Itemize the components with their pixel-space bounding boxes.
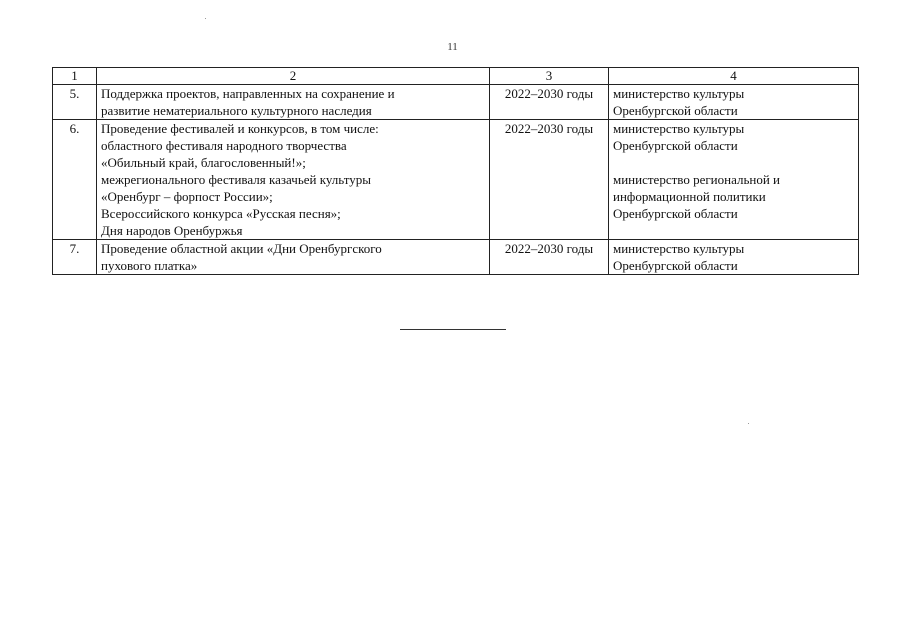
measures-table — [52, 67, 859, 275]
activity-line: Всероссийского конкурса «Русская песня»; — [101, 206, 341, 221]
activity-line: Проведение фестивалей и конкурсов, в том числе: — [101, 121, 379, 136]
activity-cell — [97, 85, 490, 120]
page-number: 11 — [447, 41, 458, 53]
executor-cell — [609, 240, 859, 275]
row-number: 6. — [53, 120, 97, 240]
period-cell: 2022–2030 годы — [490, 120, 609, 240]
header-col-4: 4 — [609, 68, 859, 85]
period-cell: 2022–2030 годы — [490, 85, 609, 120]
executor-cell — [609, 120, 859, 240]
scan-speck — [205, 18, 206, 19]
end-rule — [400, 329, 506, 330]
activity-line: Проведение областной акции «Дни Оренбургского — [101, 241, 382, 256]
activity-line: пухового платка» — [101, 258, 198, 273]
activity-line: «Оренбург – форпост России»; — [101, 189, 273, 204]
activity-line: межрегионального фестиваля казачьей культуры — [101, 172, 371, 187]
activity-line: «Обильный край, благословенный!»; — [101, 155, 306, 170]
header-col-3: 3 — [490, 68, 609, 85]
scan-speck — [748, 423, 749, 424]
table-header-row — [53, 68, 859, 85]
executor-line: министерство культуры — [613, 241, 745, 256]
executor-cell — [609, 85, 859, 120]
table-row — [53, 240, 859, 275]
table-row — [53, 120, 859, 240]
executor-line: Оренбургской области — [613, 138, 738, 153]
executor-line: министерство региональной и — [613, 172, 781, 187]
executor-line: Оренбургской области — [613, 206, 738, 221]
activity-cell — [97, 120, 490, 240]
executor-line: министерство культуры — [613, 86, 745, 101]
row-number: 7. — [53, 240, 97, 275]
activity-cell — [97, 240, 490, 275]
activity-line: Дня народов Оренбуржья — [101, 223, 243, 238]
header-col-1: 1 — [53, 68, 97, 85]
table-row — [53, 85, 859, 120]
executor-line: Оренбургской области — [613, 103, 738, 118]
activity-line: развитие нематериального культурного наследия — [101, 103, 372, 118]
period-cell: 2022–2030 годы — [490, 240, 609, 275]
executor-line: информационной политики — [613, 189, 766, 204]
executor-line: Оренбургской области — [613, 258, 738, 273]
activity-line: Поддержка проектов, направленных на сохранение и — [101, 86, 395, 101]
header-col-2: 2 — [97, 68, 490, 85]
activity-line: областного фестиваля народного творчества — [101, 138, 347, 153]
row-number: 5. — [53, 85, 97, 120]
executor-line: министерство культуры — [613, 121, 745, 136]
executor-gap — [613, 154, 854, 171]
